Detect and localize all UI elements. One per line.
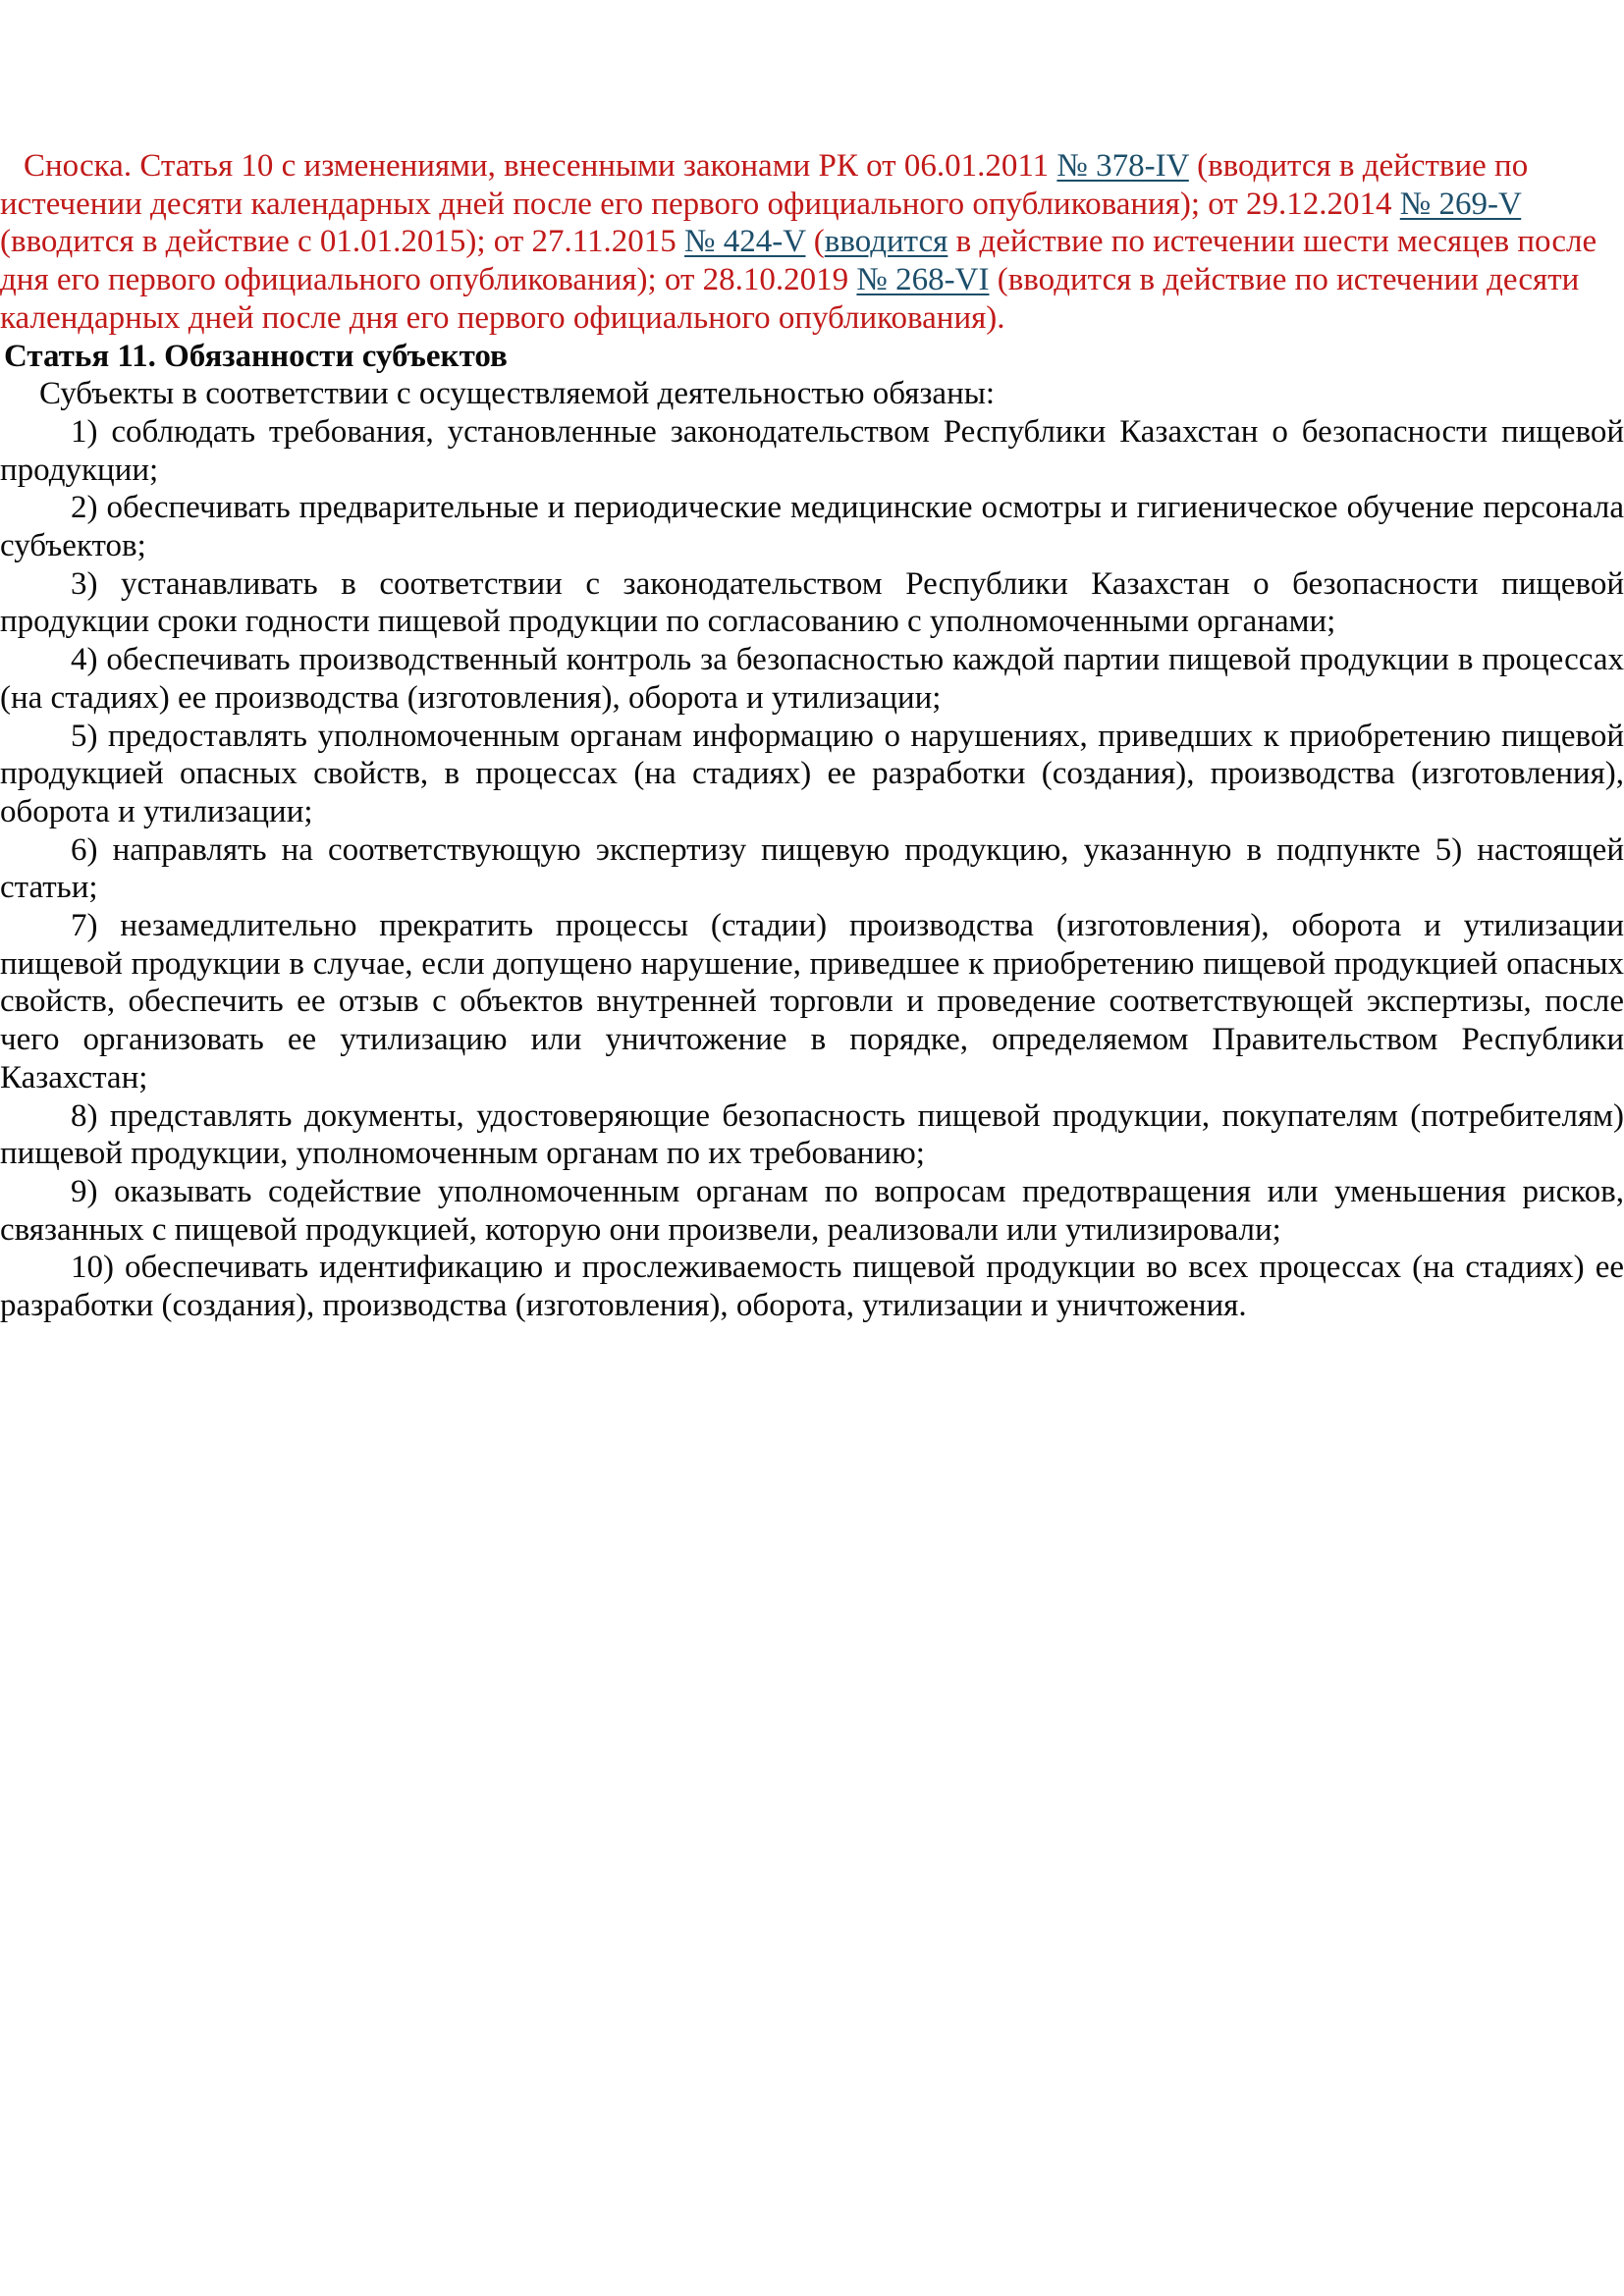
footnote-paragraph [0,147,1624,338]
law-link-378-IV[interactable]: № 378-IV [1056,148,1189,184]
list-item-7: 7) незамедлительно прекратить процессы (стадии) производства (изготовления), оборота и утилизации пищевой продукции в случае, если допущено нарушение, приведшее к приобретению пищевой продукцией опасных свойств, обеспечить ее отзыв с объектов внутренней торговли и проведение соответствующей экспертизы, после чего организовать ее утилизацию или уничтожение в порядке, определяемом Правительством Республики Казахстан; [0,908,1624,1095]
list-item-6: 6) направлять на соответствующую экспертизу пищевую продукцию, указанную в подпункте 5) настоящей статьи; [0,831,1624,906]
list-item-8: 8) представлять документы, удостоверяющие безопасность пищевой продукции, покупателям (потребителям) пищевой продукции, уполномоченным органам по их требованию; [0,1097,1624,1172]
footnote-text: (вводится в действие с 01.01.2015); от 27.11.2015 [0,224,685,260]
article-heading: Статья 11. Обязанности субъектов [4,338,508,374]
law-link-269-V[interactable]: № 269-V [1399,186,1522,222]
law-link-vvoditsya[interactable]: вводится [824,224,948,260]
article-intro: Субъекты в соответствии с осуществляемой деятельностью обязаны: [39,376,996,412]
list-item-10: 10) обеспечивать идентификацию и прослеживаемость пищевой продукции во всех процессах (на стадиях) ее разработки (создания), производства (изготовления), оборота, утилизации и уничтожения. [0,1250,1624,1324]
list-item-1: 1) соблюдать требования, установленные законодательством Республики Казахстан о безопасности пищевой продукции; [0,413,1624,488]
list-item-4: 4) обеспечивать производственный контроль за безопасностью каждой партии пищевой продукции в процессах (на стадиях) ее производства (изготовления), оборота и утилизации; [0,642,1624,716]
list-item-9: 9) оказывать содействие уполномоченным органам по вопросам предотвращения или уменьшения рисков, связанных с пищевой продукцией, которую они произвели, реализовали или утилизировали; [0,1173,1624,1248]
list-item-5: 5) предоставлять уполномоченным органам информацию о нарушениях, приведших к приобретению пищевой продукцией опасных свойств, в процессах (на стадиях) ее разработки (создания), производства (изготовления), оборота и утилизации; [0,718,1624,829]
footnote-text: Сноска. Статья 10 с изменениями, внесенными законами РК от 06.01.2011 [24,148,1057,184]
footnote-text: в действие по истечении шести месяцев после дня его первого официального опубликования); от 28.10.2019 [0,224,1597,298]
footnote-text: (вводится в действие по истечении десяти календарных дней после дня его первого официального опубликования). [0,262,1580,336]
footnote-text: (вводится в действие по истечении десяти календарных дней после его первого официального опубликования); от 29.12.2014 [0,148,1529,222]
law-link-268-VI[interactable]: № 268-VI [856,262,990,298]
law-link-424-V[interactable]: № 424-V [684,224,806,260]
footnote-text: ( [805,224,825,260]
list-item-3: 3) устанавливать в соответствии с законодательством Республики Казахстан о безопасности пищевой продукции сроки годности пищевой продукции по согласованию с уполномоченными органами; [0,565,1624,640]
list-item-2: 2) обеспечивать предварительные и периодические медицинские осмотры и гигиеническое обучение персонала субъектов; [0,490,1624,564]
